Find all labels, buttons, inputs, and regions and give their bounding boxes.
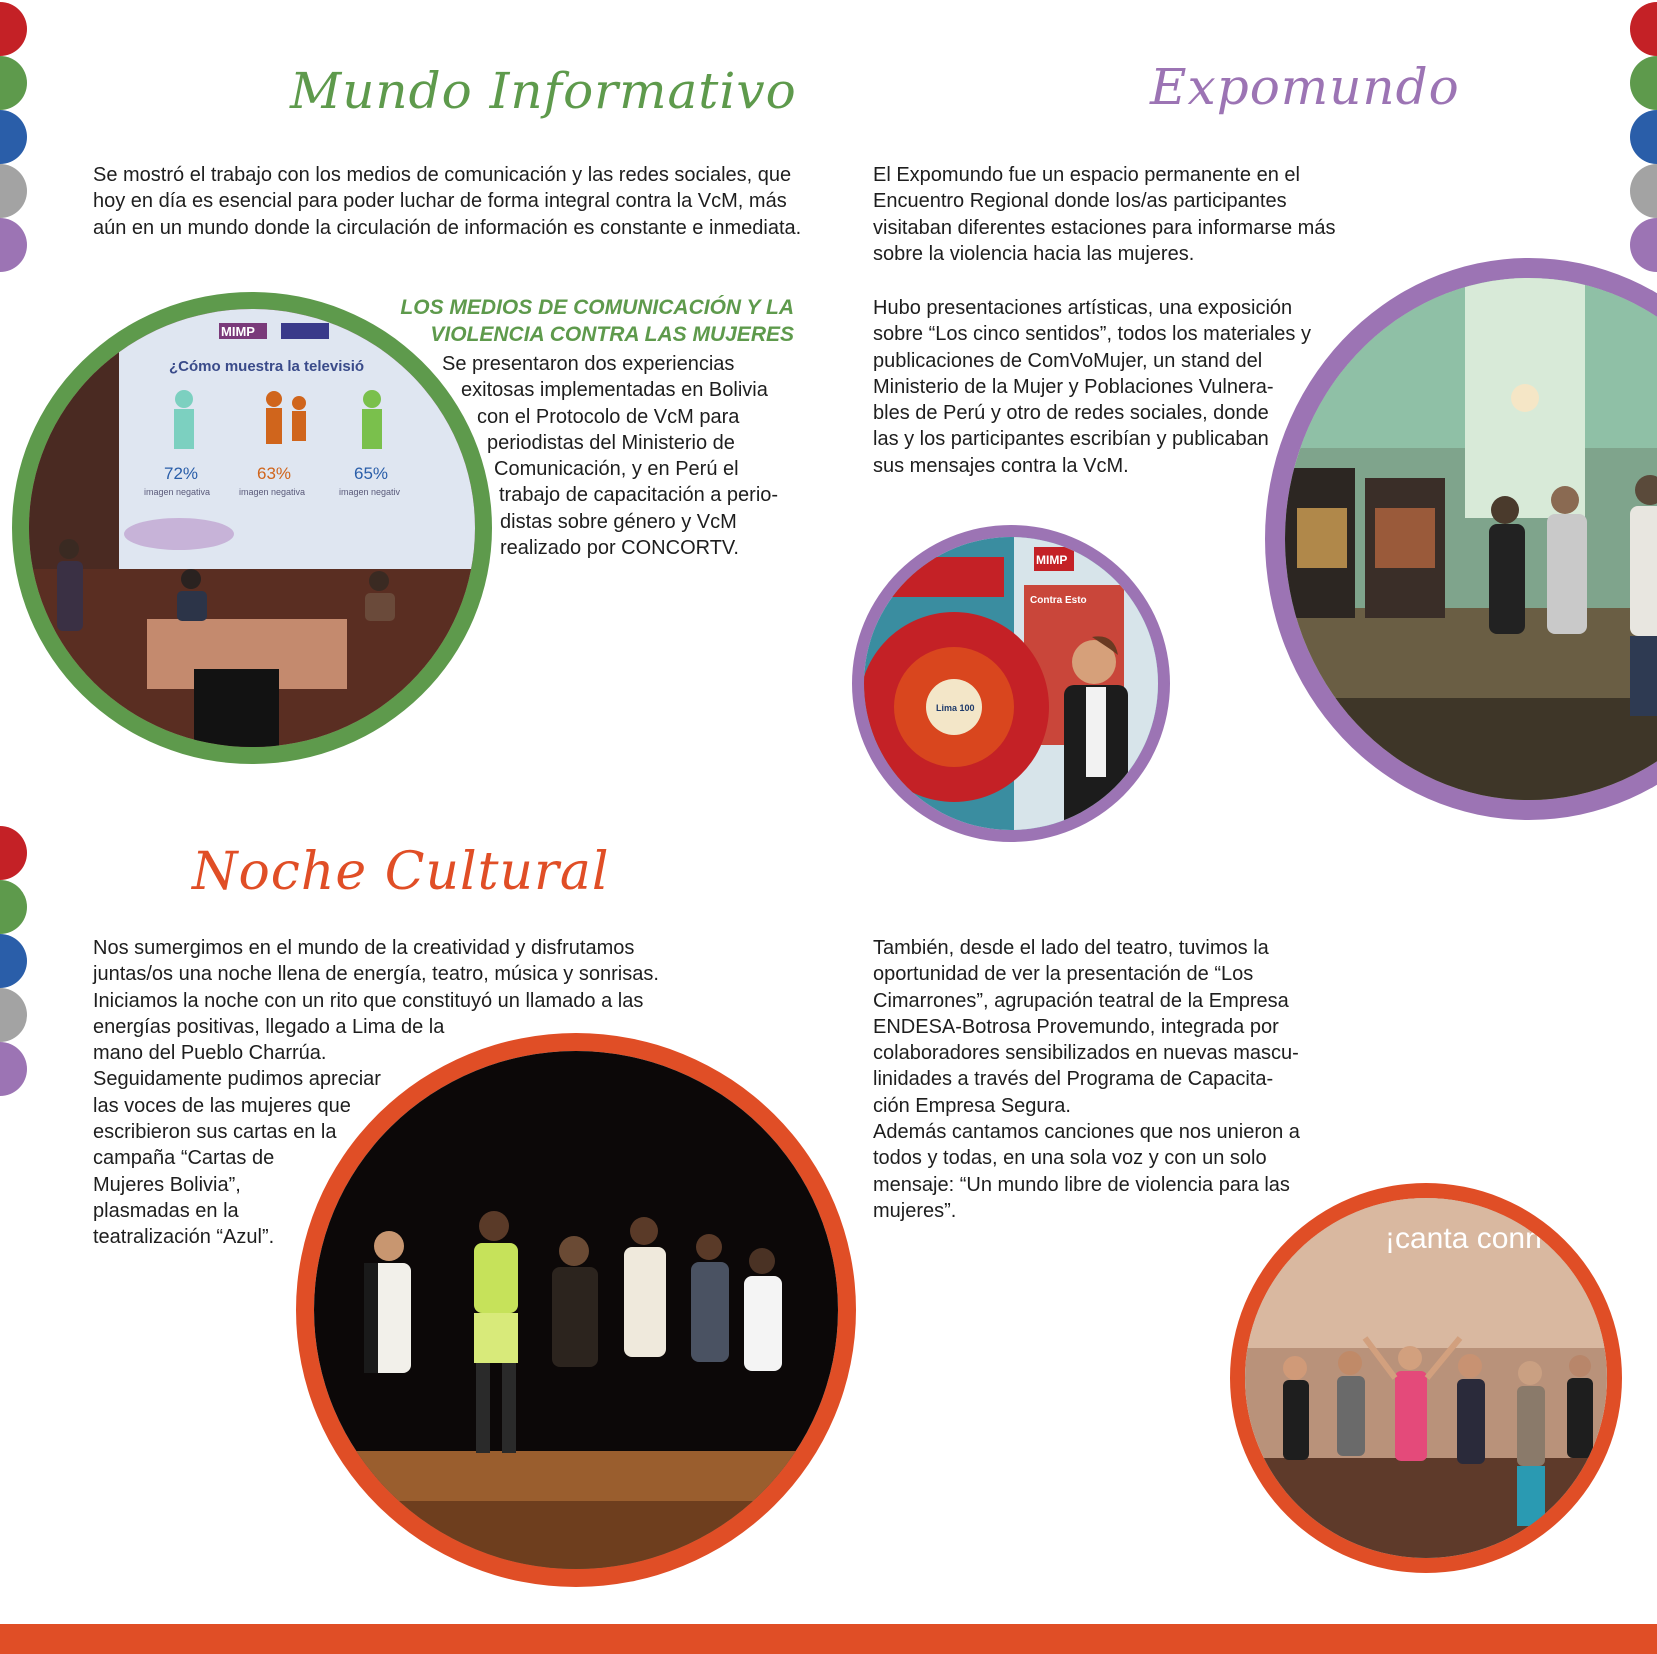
slide-stat-value: 72% (164, 464, 199, 483)
text-line: Se presentaron dos experiencias (442, 353, 735, 375)
text-line: con el Protocolo de VcM para (477, 405, 740, 428)
stage-performers-photo (296, 1033, 856, 1587)
text-line: campaña “Cartas de (93, 1147, 275, 1170)
wheel-label: Lima 100 (936, 703, 975, 713)
text-line: aún en un mundo donde la circulación de información es constante e inmediata. (93, 216, 802, 239)
text-line: Iniciamos la noche con un rito que constituyó un llamado a las (93, 989, 644, 1012)
text-line: Hubo presentaciones artísticas, una exposición (873, 297, 1293, 319)
text-line: sus mensajes contra la VcM. (873, 454, 1129, 477)
noche-cultural-title: Noche Cultural (192, 842, 610, 902)
decor-dot-red (0, 826, 27, 880)
slide-logo: MIMP (221, 324, 255, 339)
text-line: escribieron sus cartas en la (93, 1121, 337, 1144)
slide-question: ¿Cómo muestra la televisió (169, 358, 365, 375)
slide-stat-value: 63% (257, 464, 292, 483)
expomundo-paragraph-1 (873, 162, 1335, 267)
mundo-body-paragraph (0, 351, 778, 561)
mundo-informativo-title: Mundo Informativo (290, 62, 797, 120)
text-line: realizado por CONCORTV. (500, 537, 739, 560)
decor-dot-green (1630, 56, 1657, 110)
text-line: las voces de las mujeres que (93, 1094, 351, 1117)
text-line: mujeres”. (873, 1199, 957, 1222)
text-line: También, desde el lado del teatro, tuvimos la (873, 937, 1269, 959)
text-line: Seguidamente pudimos apreciar (93, 1068, 381, 1091)
text-line: Además cantamos canciones que nos unieron a (873, 1121, 1300, 1144)
decor-dot-gray (1630, 164, 1657, 218)
text-line: Se mostró el trabajo con los medios de comunicación y las redes sociales, que (93, 164, 792, 186)
decor-dot-red (1630, 2, 1657, 56)
text-line: Cimarrones”, agrupación teatral de la Empresa (873, 989, 1289, 1012)
expomundo-paragraph-2 (873, 295, 1311, 479)
text-line: hoy en día es esencial para poder luchar de forma integral contra la VcM, más (93, 190, 787, 213)
text-line: El Expomundo fue un espacio permanente en el (873, 164, 1300, 186)
text-line: Comunicación, y en Perú el (494, 458, 739, 481)
subheading-line: LOS MEDIOS DE COMUNICACIÓN Y LA (400, 296, 794, 319)
text-line: trabajo de capacitación a perio- (499, 484, 779, 507)
slide-stat-label: imagen negativa (239, 487, 306, 497)
slide-stat-label: imagen negativ (339, 487, 401, 497)
decor-dot-blue (0, 110, 27, 164)
text-line: visitaban diferentes estaciones para informarse más (873, 216, 1336, 239)
text-line: Mujeres Bolivia”, (93, 1173, 241, 1196)
decor-dot-gray (0, 164, 27, 218)
text-line: ENDESA-Botrosa Provemundo, integrada por (873, 1015, 1279, 1038)
decor-dot-green (0, 880, 27, 934)
text-line: ción Empresa Segura. (873, 1094, 1071, 1117)
decor-dot-gray (0, 988, 27, 1042)
text-line: linidades a través del Programa de Capacita- (873, 1068, 1274, 1091)
text-line: mensaje: “Un mundo libre de violencia para las (873, 1173, 1290, 1196)
text-line: bles de Perú y otro de redes sociales, donde (873, 402, 1269, 425)
stand-logo: MIMP (1036, 553, 1068, 567)
text-line: colaboradores sensibilizados en nuevas mascu- (873, 1042, 1299, 1065)
slide-stat-value: 65% (354, 464, 389, 483)
noche-right-paragraph (873, 935, 1300, 1224)
text-line: publicaciones de ComVoMujer, un stand del (873, 349, 1263, 372)
text-line: sobre “Los cinco sentidos”, todos los materiales y (873, 323, 1311, 346)
text-line: Encuentro Regional donde los/as participantes (873, 190, 1287, 213)
text-line: Nos sumergimos en el mundo de la creatividad y disfrutamos (93, 937, 635, 959)
mundo-intro-paragraph (93, 162, 801, 241)
mundo-subheading (400, 294, 794, 348)
decor-dot-purple (0, 218, 27, 272)
text-line: distas sobre género y VcM (500, 510, 737, 533)
decor-dot-red (0, 2, 27, 56)
text-line: oportunidad de ver la presentación de “Los (873, 963, 1254, 986)
text-line: teatralización “Azul”. (93, 1226, 275, 1249)
decor-dot-purple (1630, 218, 1657, 272)
text-line: mano del Pueblo Charrúa. (93, 1042, 327, 1065)
text-line: todos y todas, en una sola voz y con un solo (873, 1147, 1267, 1170)
text-line: juntas/os una noche llena de energía, teatro, música y sonrisas. (93, 963, 659, 986)
text-line: exitosas implementadas en Bolivia (461, 379, 768, 402)
exhibition-hall-photo (1265, 258, 1657, 820)
stand-roulette-photo (852, 525, 1170, 842)
text-line: sobre la violencia hacia las mujeres. (873, 242, 1195, 265)
decor-dot-blue (1630, 110, 1657, 164)
footer-bar (0, 1624, 1657, 1654)
decor-dot-purple (0, 1042, 27, 1096)
text-line: las y los participantes escribían y publicaban (873, 428, 1269, 451)
slide-stat-label: imagen negativa (144, 487, 211, 497)
text-line: plasmadas en la (93, 1199, 239, 1222)
subheading-line: VIOLENCIA CONTRA LAS MUJERES (430, 323, 794, 346)
stand-sign: Contra Esto (1030, 595, 1087, 606)
decor-dot-blue (0, 934, 27, 988)
text-line: periodistas del Ministerio de (487, 431, 735, 454)
expomundo-title: Expomundo (1150, 58, 1460, 116)
text-line: energías positivas, llegado a Lima de la (93, 1015, 445, 1038)
text-line: Ministerio de la Mujer y Poblaciones Vulnera- (873, 375, 1274, 398)
screen-text: ¡canta conn (1385, 1222, 1542, 1255)
decor-dot-green (0, 56, 27, 110)
singing-group-photo (1230, 1183, 1622, 1573)
